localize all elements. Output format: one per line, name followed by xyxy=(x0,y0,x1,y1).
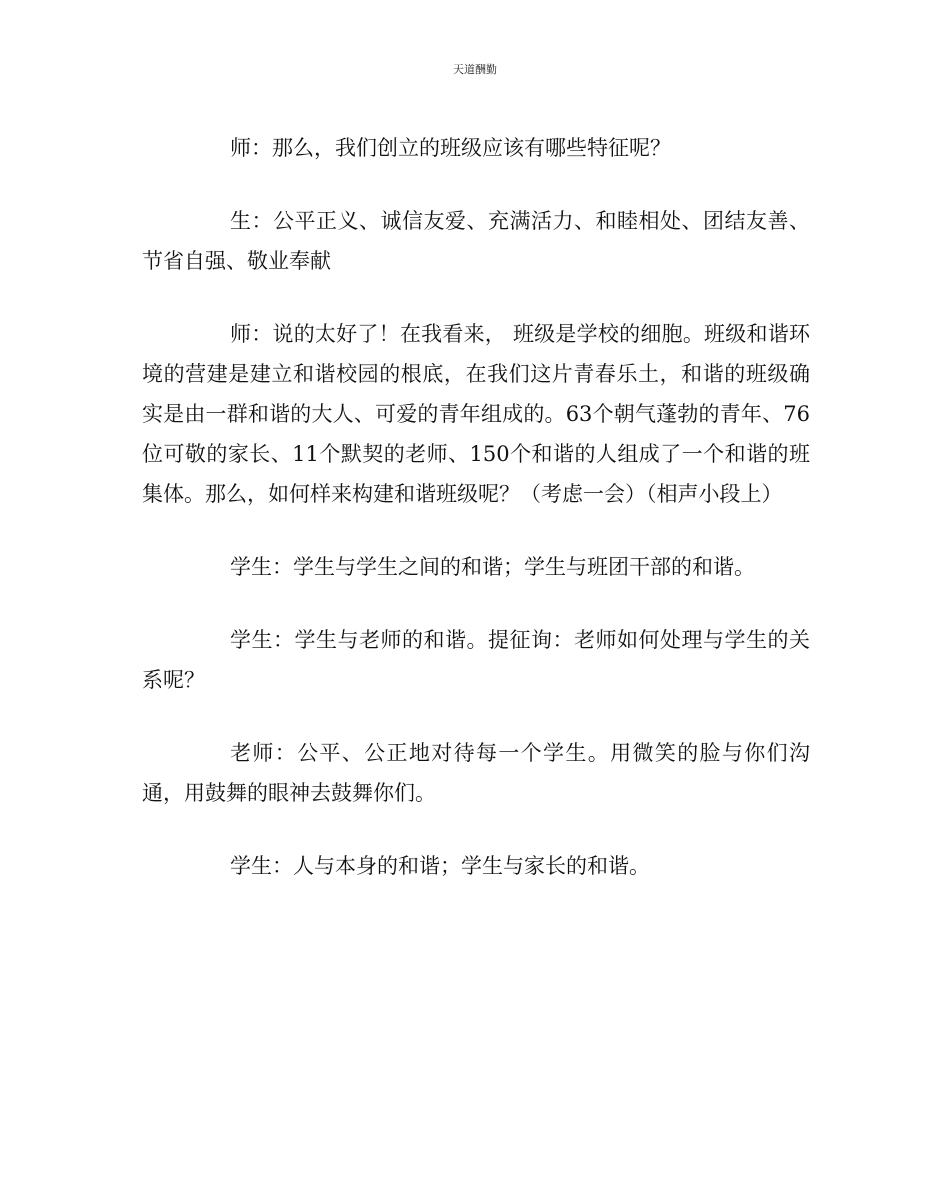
paragraph: 师：说的太好了！在我看来， 班级是学校的细胞。班级和谐环境的营建是建立和谐校园的根底，在我们这片青春乐土，和谐的班级确实是由一群和谐的大人、可爱的青年组成的。63个朝气蓬勃的青年、76位可敬的家长、11个默契的老师、150个和谐的人组成了一个和谐的班集体。那么，如何样来构建和谐班级呢？（考虑一会）（相声小段上） xyxy=(142,322,810,506)
paragraph: 老师：公平、公正地对待每一个学生。用微笑的脸与你们沟通，用鼓舞的眼神去鼓舞你们。 xyxy=(142,741,810,805)
paragraph: 学生：学生与学生之间的和谐；学生与班团干部的和谐。 xyxy=(230,555,755,579)
paragraph: 师：那么，我们创立的班级应该有哪些特征呢？ xyxy=(230,136,671,160)
page-header: 天道酬勤 xyxy=(453,63,497,76)
paragraph: 生：公平正义、诚信友爱、充满活力、和睦相处、团结友善、节省自强、敬业奉献 xyxy=(142,209,810,273)
paragraph: 学生：人与本身的和谐；学生与家长的和谐。 xyxy=(230,854,650,878)
paragraph: 学生：学生与老师的和谐。提征询：老师如何处理与学生的关系呢？ xyxy=(142,628,810,692)
document-body xyxy=(142,128,810,919)
